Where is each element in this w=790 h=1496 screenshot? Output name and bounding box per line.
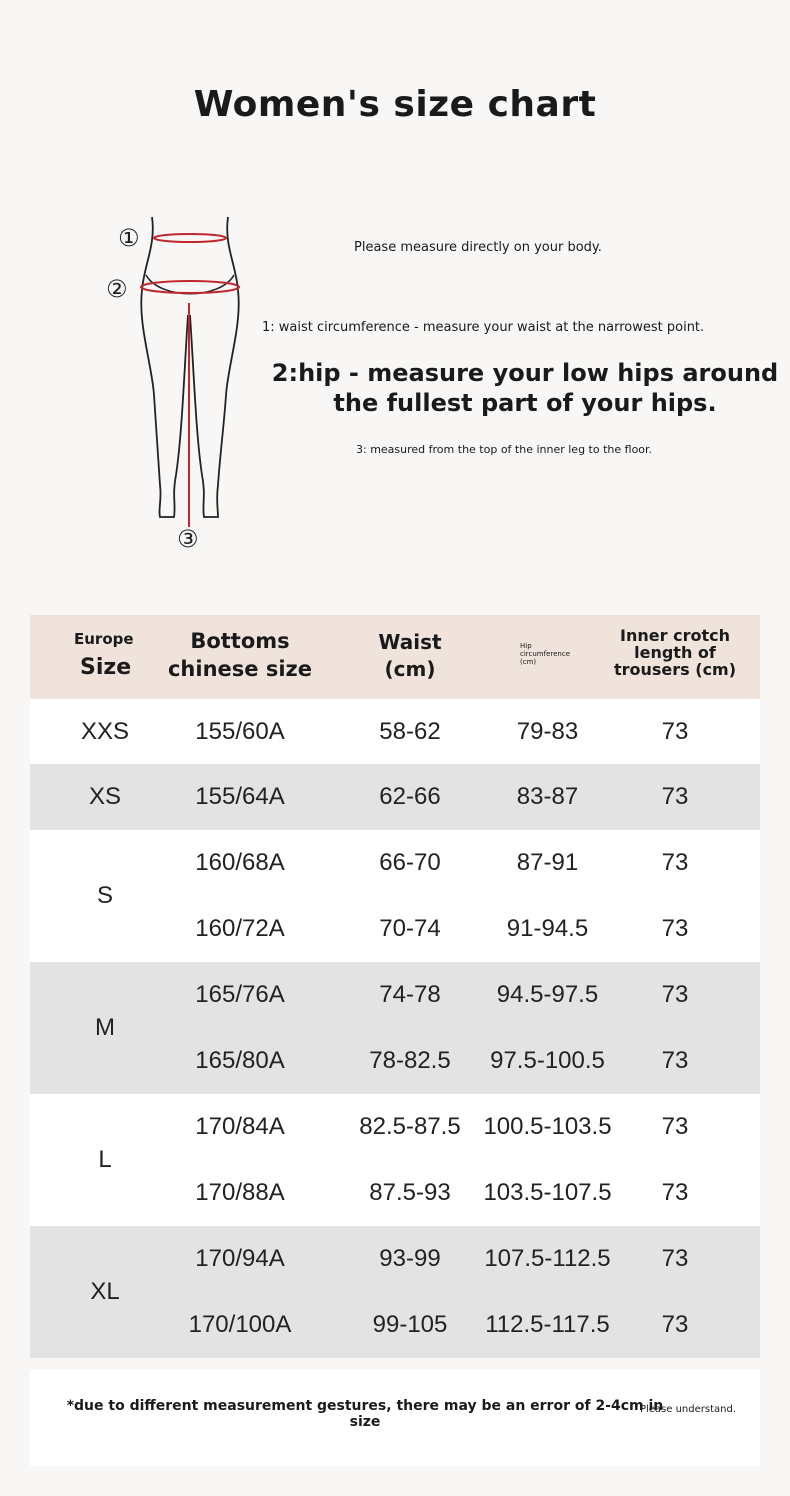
size-group-m: [30, 962, 760, 1094]
table-row: [30, 1028, 760, 1094]
cell-hip: 91-94.5: [506, 915, 589, 942]
note-intro: Please measure directly on your body.: [354, 240, 602, 255]
size-label: XS: [88, 783, 121, 810]
cell-waist: 66-70: [379, 849, 441, 876]
cell-bottoms: 155/64A: [195, 783, 285, 810]
cell-crotch: 73: [661, 915, 689, 942]
cell-waist: 87.5-93: [369, 1179, 451, 1206]
table-row: [30, 699, 760, 764]
cell-bottoms: 160/68A: [195, 849, 285, 876]
size-label: XL: [90, 1278, 120, 1305]
cell-crotch: 73: [661, 849, 689, 876]
cell-waist: 70-74: [379, 915, 441, 942]
cell-crotch: 73: [661, 1311, 689, 1338]
marker-2-icon: ②: [106, 275, 128, 303]
cell-crotch: 73: [661, 1245, 689, 1272]
body-measurement-figure: [100, 205, 260, 565]
table-row: [30, 764, 760, 830]
cell-bottoms: 165/80A: [195, 1047, 285, 1074]
header-size: Size: [80, 655, 132, 680]
cell-hip: 107.5-112.5: [484, 1245, 611, 1272]
cell-crotch: 73: [661, 783, 689, 810]
cell-bottoms: 170/94A: [195, 1245, 285, 1272]
footer-note: [30, 1370, 760, 1466]
marker-3-icon: ③: [177, 525, 199, 553]
please-understand-text: Please understand.: [639, 1404, 737, 1415]
cell-hip: 83-87: [516, 783, 579, 810]
header-crotch: Inner crotch length of trousers (cm): [613, 626, 737, 679]
marker-1-icon: ①: [118, 224, 140, 252]
cell-hip: 94.5-97.5: [496, 981, 599, 1008]
cell-hip: 87-91: [516, 849, 579, 876]
table-row: [30, 1160, 760, 1226]
cell-waist: 58-62: [379, 717, 441, 745]
cell-hip: 100.5-103.5: [483, 1113, 612, 1140]
cell-bottoms: 155/60A: [195, 717, 285, 745]
cell-waist: 99-105: [372, 1311, 448, 1338]
size-label: M: [95, 1014, 115, 1041]
note-inseam: 3: measured from the top of the inner leg to the floor.: [356, 443, 653, 456]
page-title: Women's size chart: [193, 84, 597, 125]
size-group-xs: [30, 764, 760, 830]
cell-crotch: 73: [661, 1047, 689, 1074]
size-label: S: [96, 882, 113, 909]
cell-bottoms: 165/76A: [195, 981, 285, 1008]
cell-bottoms: 170/84A: [195, 1113, 285, 1140]
cell-crotch: 73: [661, 981, 689, 1008]
cell-waist: 82.5-87.5: [359, 1113, 461, 1140]
disclaimer-text: *due to different measurement gestures, there may be an error of 2-4cm in size: [66, 1398, 664, 1430]
size-group-xl: [30, 1226, 760, 1358]
table-row: [30, 1094, 760, 1160]
size-table: [30, 615, 760, 1358]
note-hip: 2:hip - measure your low hips around the fullest part of your hips.: [271, 359, 779, 417]
cell-crotch: 73: [661, 1179, 689, 1206]
cell-waist: 78-82.5: [369, 1047, 451, 1074]
size-group-l: [30, 1094, 760, 1226]
size-label: XXS: [80, 717, 130, 745]
cell-waist: 93-99: [379, 1245, 441, 1272]
size-label: L: [98, 1146, 112, 1173]
header-hip: Hip circumference (cm): [520, 642, 571, 666]
table-row: [30, 830, 760, 896]
table-row: [30, 1292, 760, 1358]
size-group-xxs: [30, 699, 760, 764]
table-header: Europe Size Bottoms chinese size Waist (cm) Hip circumference (cm) Inner crotch length of trousers (cm): [30, 615, 760, 699]
cell-crotch: 73: [661, 717, 689, 745]
cell-bottoms: 170/100A: [188, 1311, 292, 1338]
table-row: [30, 962, 760, 1028]
table-row: [30, 1226, 760, 1292]
cell-crotch: 73: [661, 1113, 689, 1140]
cell-hip: 97.5-100.5: [490, 1047, 605, 1074]
cell-hip: 79-83: [516, 717, 579, 745]
note-waist: 1: waist circumference - measure your waist at the narrowest point.: [262, 320, 705, 335]
cell-bottoms: 170/88A: [195, 1179, 285, 1206]
cell-waist: 62-66: [379, 783, 441, 810]
table-row: [30, 896, 760, 962]
size-group-s: [30, 830, 760, 962]
cell-bottoms: 160/72A: [195, 915, 285, 942]
cell-hip: 112.5-117.5: [485, 1311, 610, 1338]
header-bottoms: Bottoms chinese size: [167, 629, 312, 681]
cell-waist: 74-78: [379, 981, 441, 1008]
header-waist: Waist (cm): [378, 630, 442, 681]
cell-hip: 103.5-107.5: [483, 1179, 612, 1206]
